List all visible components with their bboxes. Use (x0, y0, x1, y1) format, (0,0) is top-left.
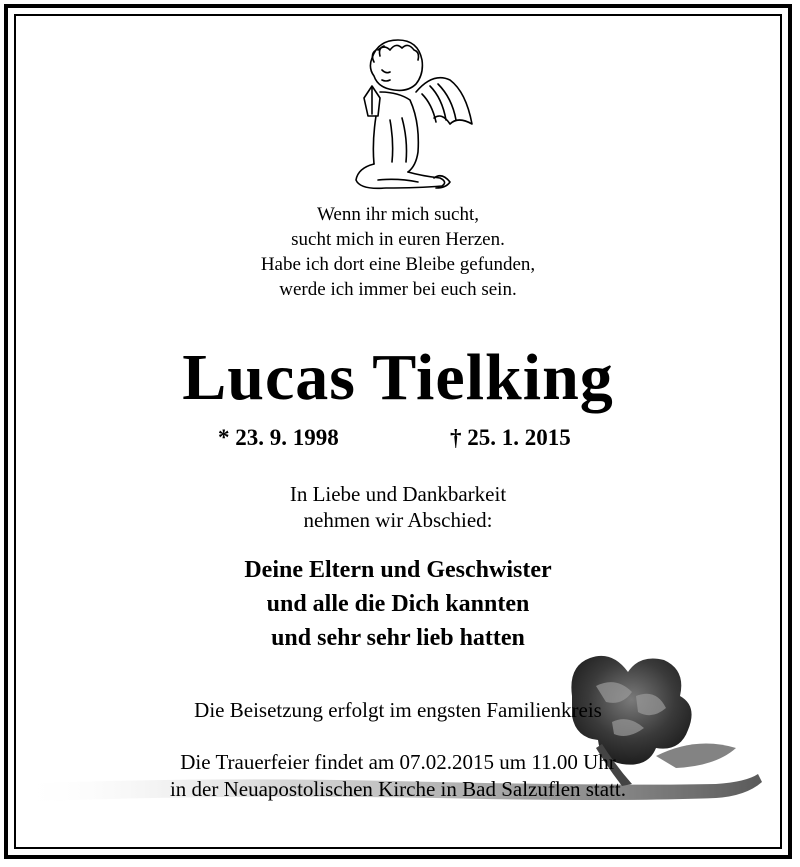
poem-line: sucht mich in euren Herzen. (291, 229, 505, 250)
mourners-line: Deine Eltern und Geschwister (244, 557, 552, 583)
farewell-line: nehmen wir Abschied: (303, 508, 493, 532)
burial-notice: Die Beisetzung erfolgt im engsten Familienkreis (194, 698, 602, 722)
obituary-inner-border (14, 14, 782, 849)
mourners-line: und alle die Dich kannten (266, 591, 530, 617)
poem-line: werde ich immer bei euch sein. (279, 279, 517, 300)
poem-line: Habe ich dort eine Bleibe gefunden, (260, 254, 536, 275)
deceased-name: Lucas Tielking (182, 341, 614, 414)
rose-icon (16, 636, 782, 849)
service-line: in der Neuapostolischen Kirche in Bad Salzuflen statt. (169, 777, 627, 801)
praying-angel-icon (338, 32, 478, 200)
funeral-service-notice (16, 749, 780, 803)
obituary-outer-border (4, 4, 792, 859)
life-dates (16, 425, 780, 455)
birth-date: * 23. 9. 1998 (218, 425, 339, 450)
service-line: Die Trauerfeier findet am 07.02.2015 um 11.00 Uhr (180, 750, 616, 774)
mourners-line: und sehr sehr lieb hatten (271, 625, 525, 651)
death-date: † 25. 1. 2015 (450, 425, 571, 450)
poem-line: Wenn ihr mich sucht, (316, 204, 480, 225)
poem (16, 202, 780, 302)
farewell-line: In Liebe und Dankbarkeit (289, 482, 507, 506)
farewell-text (16, 481, 780, 533)
